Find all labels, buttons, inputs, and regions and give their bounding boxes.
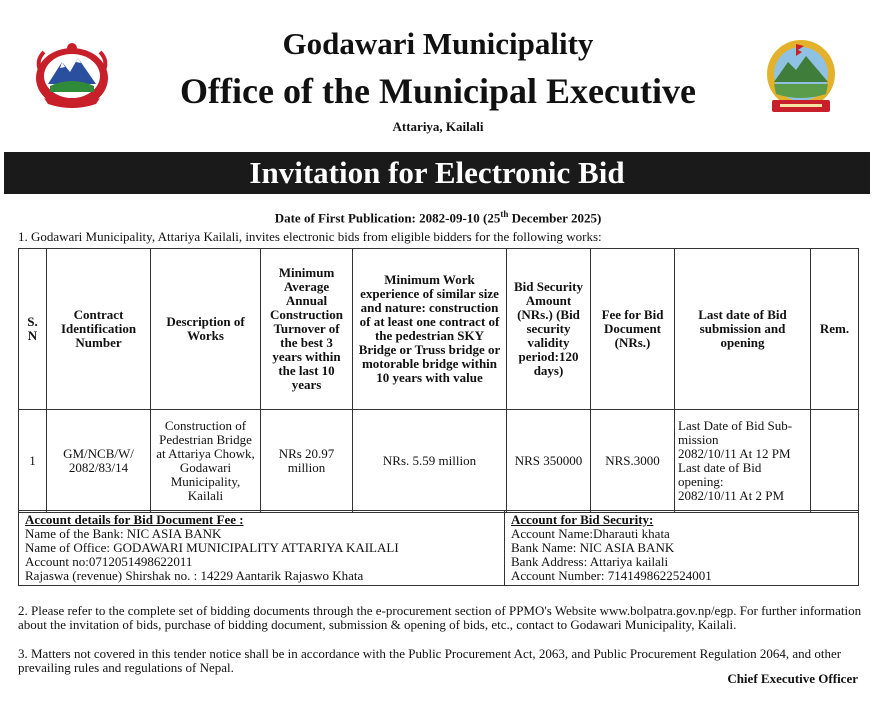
cell-fee: NRS.3000 <box>591 410 675 513</box>
account-fee-line: Account no:0712051498622011 <box>25 554 193 569</box>
account-fee-heading: Account details for Bid Document Fee : <box>25 512 244 527</box>
account-fee-line: Rajaswa (revenue) Shirshak no. : 14229 Aantarik Rajaswo Khata <box>25 568 364 583</box>
paragraph-2: 2. Please refer to the complete set of bidding documents through the e-procurement section of PPMO's Website www.bolpatra.gov.np/egp. For further information about the invitation of bids, purchase of bidding document, submission & opening of bids, etc., contact to Godawari Municipality, Kailali. <box>18 603 862 632</box>
last-date-line-1: Last Date of Bid Sub-mission <box>678 418 793 447</box>
office-address: Attariya, Kailali <box>392 119 484 134</box>
account-security-line: Account Number: 7141498622524001 <box>511 568 712 583</box>
notice-title-banner: Invitation for Electronic Bid <box>4 152 870 194</box>
header-turnover: Minimum Average Annual Construction Turnover of the best 3 years within the last 10 years <box>261 249 353 410</box>
office-title: Office of the Municipal Executive <box>180 71 696 111</box>
account-security-line: Account Name:Dharauti khata <box>511 526 670 541</box>
account-security-heading: Account for Bid Security: <box>511 512 654 527</box>
account-fee-line: Name of Office: GODAWARI MUNICIPALITY ATTARIYA KAILALI <box>25 540 399 555</box>
paragraph-3: 3. Matters not covered in this tender notice shall be in accordance with the Public Procurement Act, 2063, and Public Procurement Regulation 2064, and other prevailing rules and regulations of Nepal. <box>18 646 842 675</box>
header-bid-security: Bid Security Amount (NRs.) (Bid security validity period:120 days) <box>507 249 591 410</box>
publication-date-prefix: Date of First Publication: 2082-09-10 (25 <box>274 210 501 226</box>
last-date-line-2: 2082/10/11 At 12 PM <box>678 446 791 461</box>
cell-description: Construction of Pedestrian Bridge at Attariya Chowk, Godawari Municipality, Kailali <box>151 410 261 513</box>
cell-experience: NRs. 5.59 million <box>353 410 507 513</box>
account-security-line: Bank Address: Attariya kailali <box>511 554 669 569</box>
cell-sn: 1 <box>19 410 47 513</box>
signature-title: Chief Executive Officer <box>727 671 858 686</box>
account-details-table <box>18 510 859 586</box>
account-fee-line: Name of the Bank: NIC ASIA BANK <box>25 526 222 541</box>
cell-bid-security: NRS 350000 <box>507 410 591 513</box>
header-fee: Fee for Bid Document (NRs.) <box>591 249 675 410</box>
header-contract-id: Contract Identification Number <box>47 249 151 410</box>
publication-date <box>0 209 876 226</box>
header-sn: S. N <box>19 249 47 410</box>
cell-remarks <box>811 410 859 513</box>
publication-date-sup: th <box>500 209 509 219</box>
publication-date-suffix: December 2025) <box>508 210 602 226</box>
account-security-box <box>505 511 859 586</box>
header-last-date: Last date of Bid submission and opening <box>675 249 811 410</box>
municipality-name: Godawari Municipality <box>282 26 594 61</box>
account-fee-box <box>19 511 505 586</box>
header-remarks: Rem. <box>811 249 859 410</box>
header-description: Description of Works <box>151 249 261 410</box>
table-header-row <box>19 249 859 410</box>
bid-works-table <box>18 248 859 513</box>
table-row <box>19 410 859 513</box>
last-date-line-3: Last date of Bid opening: <box>678 460 762 489</box>
last-date-line-4: 2082/10/11 At 2 PM <box>678 488 785 503</box>
cell-contract-id: GM/NCB/W/ 2082/83/14 <box>47 410 151 513</box>
header-experience: Minimum Work experience of similar size and nature: construction of at least one contract of the pedestrian SKY Bridge or Truss bridge or motorable bridge within 10 years with value <box>353 249 507 410</box>
account-security-line: Bank Name: NIC ASIA BANK <box>511 540 675 555</box>
paragraph-1: 1. Godawari Municipality, Attariya Kailali, invites electronic bids from eligible bidders for the following works: <box>18 229 602 244</box>
cell-turnover: NRs 20.97 million <box>261 410 353 513</box>
cell-last-date <box>675 410 811 513</box>
